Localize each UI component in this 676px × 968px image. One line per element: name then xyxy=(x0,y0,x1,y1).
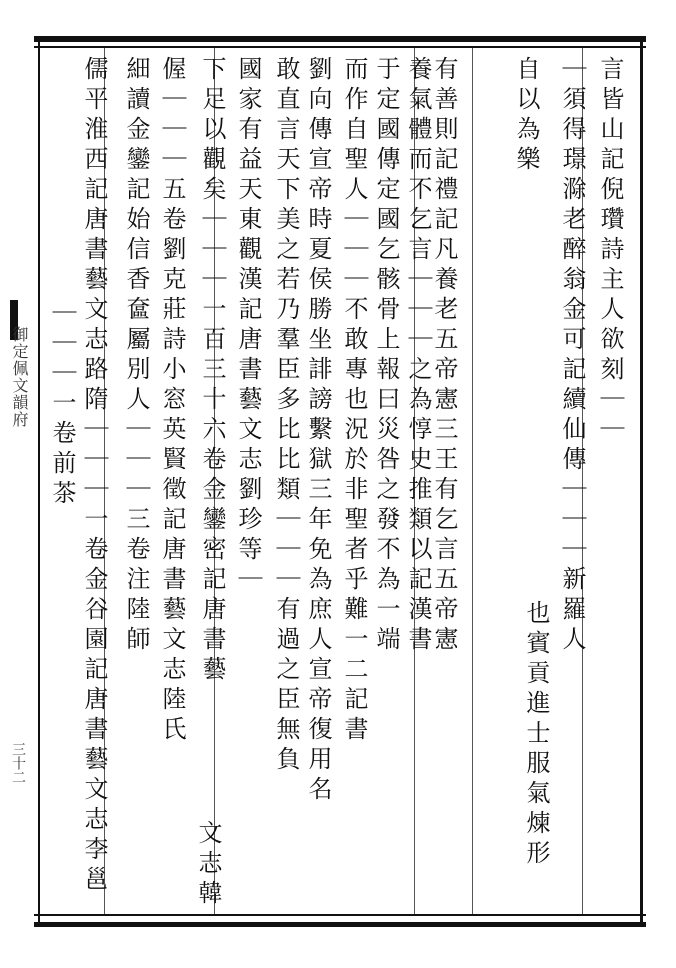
text-column: 劉向傳宣帝時夏侯勝坐誹謗繫獄三年免為庶人宣帝復用名 xyxy=(304,56,332,806)
text-column: 儒平淮西記唐書藝文志路隋｜｜｜一卷金谷園記唐書藝文志李邕 xyxy=(80,56,108,896)
running-title: 御定佩文韻府 xyxy=(10,326,29,428)
bottom-border-inner xyxy=(34,914,646,916)
top-border xyxy=(34,36,646,42)
page-number: 三十二 xyxy=(10,742,26,784)
text-column: 而作自聖人｜｜｜不敢專也況於非聖者乎難一二記書 xyxy=(340,56,368,746)
text-column: 文志韓 xyxy=(194,820,222,910)
column-divider xyxy=(472,48,473,914)
top-border-inner xyxy=(34,46,646,48)
left-border xyxy=(38,42,40,922)
text-column: ｜須得璟滁老醉翁金可記續仙傳｜｜｜新羅人 xyxy=(558,56,586,656)
text-column: 有善則記禮記凡養老五帝憲三王有乞言五帝憲 xyxy=(430,56,458,656)
bottom-border xyxy=(34,922,646,927)
text-column: 偓｜｜｜五卷劉克莊詩小窓英賢徵記唐書藝文志陸氏 xyxy=(158,56,186,746)
text-column: ｜｜｜一卷前茶 xyxy=(48,300,76,510)
text-column: 自以為樂 xyxy=(512,56,540,176)
text-column: 也賓貢進士服氣煉形 xyxy=(522,600,550,870)
text-column: 養氣體而不乞言｜｜｜之為惇史推類以記漢書 xyxy=(404,56,432,656)
text-column: 細讀金鑾記始信香奩屬別人｜｜｜三卷注陸師 xyxy=(122,56,150,656)
text-column: 敢直言天下美之若乃羣臣多比比類｜｜｜有過之臣無負 xyxy=(272,56,300,776)
text-column: 下足以觀矣｜｜｜一百三十六卷金鑾密記唐書藝 xyxy=(198,56,226,686)
text-column: 國家有益天東觀漢記唐書藝文志劉珍等｜ xyxy=(234,56,262,596)
text-column: 言皆山記倪瓚詩主人欲刻｜｜ xyxy=(596,56,624,446)
right-border xyxy=(640,42,643,922)
text-column: 于定國傳定國乞骸骨上報曰災咎之發不為一端 xyxy=(372,56,400,656)
